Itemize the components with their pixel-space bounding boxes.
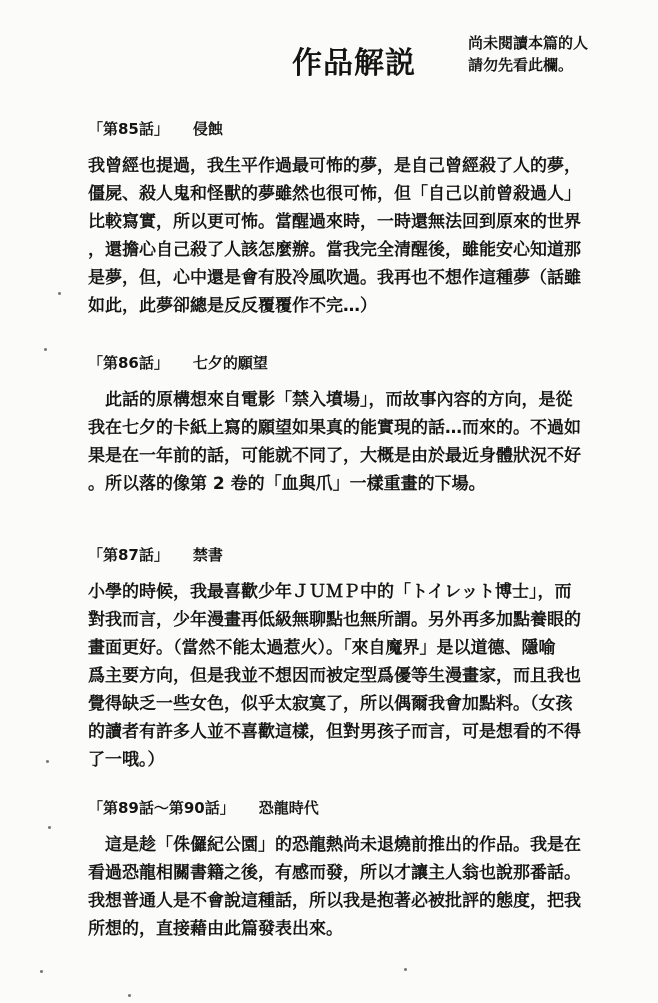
scan-speck — [40, 970, 43, 973]
notice-line: 尚未閱讀本篇的人 — [468, 34, 589, 52]
text-line: 爲主要方向，但是我並不想因而被定型爲優等生漫畫家，而且我也 — [88, 666, 581, 686]
text-line: 覺得缺乏一些女色，似乎太寂寞了，所以偶爾我會加點料。（女孩 — [88, 694, 573, 714]
section-episode-86 — [88, 352, 618, 498]
text-line: 對我而言，少年漫畫再低級無聊點也無所謂。另外再多加點養眼的 — [88, 610, 581, 630]
text-line: 看過恐龍相關書籍之後，有感而發，所以才讓主人翁也說那番話。 — [88, 863, 581, 883]
text-line: 我曾經也提過，我生平作過最可怖的夢，是自己曾經殺了人的夢， — [88, 156, 581, 176]
scan-speck — [46, 760, 49, 763]
episode-number: 「第87話」 — [88, 546, 169, 564]
section-episode-89-90 — [88, 797, 618, 943]
text-line: ，還擔心自己殺了人該怎麼辦。當我完全清醒後，雖能安心知道那 — [88, 240, 581, 260]
episode-subtitle: 七夕的願望 — [192, 354, 268, 372]
scan-speck — [404, 968, 407, 971]
episode-subtitle: 侵蝕 — [192, 120, 223, 138]
text-line: 比較寫實，所以更可怖。當醒過來時，一時還無法回到原來的世界 — [88, 212, 581, 232]
text-line: 是夢，但，心中還是會有股冷風吹過。我再也不想作這種夢（話雖 — [88, 268, 581, 288]
scan-speck — [128, 994, 131, 997]
text-line: 如此，此夢卻總是反反覆覆作不完…） — [88, 296, 377, 316]
text-line: 。所以落的像第 2 卷的「血與爪」一樣重畫的下場。 — [88, 474, 486, 494]
scan-speck — [44, 348, 47, 351]
page-title: 作品解説 — [292, 46, 416, 81]
text-line: 這是趁「侏儸紀公園」的恐龍熱尚未退燒前推出的作品。我是在 — [88, 835, 581, 855]
episode-number: 「第89話～第90話」 — [88, 799, 235, 817]
text-line: 我在七夕的卡紙上寫的願望如果真的能實現的話…而來的。不過如 — [88, 418, 581, 438]
section-heading — [88, 797, 618, 819]
notice-line: 請勿先看此欄。 — [468, 56, 574, 74]
spoiler-notice — [468, 32, 588, 76]
episode-number: 「第86話」 — [88, 354, 169, 372]
section-heading — [88, 544, 618, 566]
text-line: 畫面更好。（當然不能太過惹火）。「來自魔界」是以道德、隱喻 — [88, 638, 556, 658]
text-line: 果是在一年前的話，可能就不同了，大概是由於最近身體狀況不好 — [88, 446, 581, 466]
text-line: 所想的，直接藉由此篇發表出來。 — [88, 919, 343, 939]
episode-subtitle: 恐龍時代 — [258, 799, 319, 817]
episode-subtitle: 禁書 — [192, 546, 223, 564]
text-line: 此話的原構想來自電影「禁入墳場」，而故事內容的方向，是從 — [88, 390, 573, 410]
section-episode-87 — [88, 544, 618, 774]
section-heading — [88, 118, 618, 140]
scan-speck — [58, 292, 61, 295]
episode-number: 「第85話」 — [88, 120, 169, 138]
section-body — [88, 386, 618, 498]
text-line: 小學的時候，我最喜歡少年ＪＵＭＰ中的「トイレット博士」，而 — [88, 582, 572, 602]
section-heading — [88, 352, 618, 374]
text-line: 了一哦。） — [88, 750, 165, 770]
text-line: 僵屍、殺人鬼和怪獸的夢雖然也很可怖，但「自己以前曾殺過人」 — [88, 184, 581, 204]
text-line: 的讀者有許多人並不喜歡這樣，但對男孩子而言，可是想看的不得 — [88, 722, 581, 742]
section-episode-85 — [88, 118, 618, 320]
scan-speck — [48, 826, 51, 829]
section-body — [88, 578, 618, 774]
text-line: 我想普通人是不會說這種話，所以我是抱著必被批評的態度，把我 — [88, 891, 581, 911]
section-body — [88, 831, 618, 943]
section-body — [88, 152, 618, 320]
